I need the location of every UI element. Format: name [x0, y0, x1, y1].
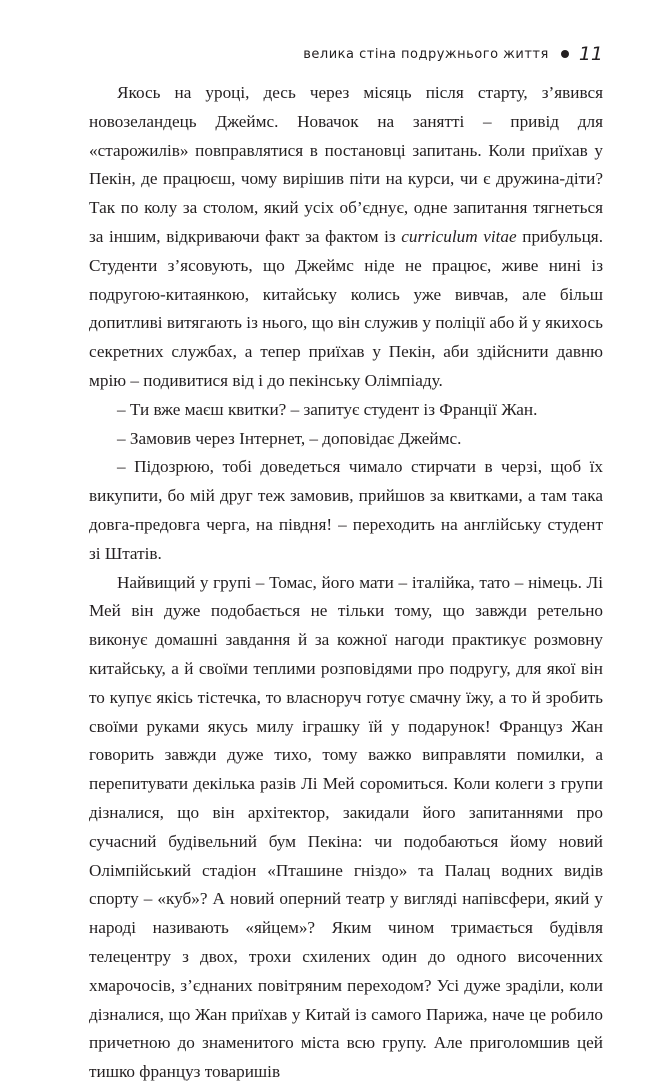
paragraph: Якось на уроці, десь через місяць після старту, з’явився новозеландець Джеймс. Новачок на занятті – привід для «старожилів» повправлятися в постановці запитань. Коли приїхав у Пекін, де працюєш, чому вирішив піти на курси, чи є дружина-діти? Так по колу за столом, який усіх об’єднує, одне запитання тягнеться за іншим, відкриваючи факт за фактом із curriculum vitae прибульця. Студенти з’ясовують, що Джеймс ніде не працює, живе нині із подругою-китаянкою, китайську колись уже вивчав, але більш допитливі витягають із нього, що він служив у поліції або й у якихось секретних службах, а тепер приїхав у Пекін, аби здійснити давню мрію – подивитися від і до пекінську Олімпіаду.	[89, 83, 603, 390]
running-header-title: велика стіна подружнього життя	[303, 46, 549, 62]
dialogue-line: – Замовив через Інтернет, – доповідає Джеймс.	[117, 428, 462, 448]
dialogue-line: – Підозрюю, тобі доведеться чимало стирчати в черзі, щоб їх викупити, бо мій друг теж замовив, прийшов за квитками, а там така довга-предовга черга, на півдня! – переходить на англійську студент зі Штатів.	[89, 457, 603, 563]
page-number: 11	[578, 43, 603, 65]
dialogue-line: – Ти вже маєш квитки? – запитує студент із Франції Жан.	[117, 399, 538, 419]
paragraph: Найвищий у групі – Томас, його мати – італійка, тато – німець. Лі Мей він дуже подобається не тільки тому, що завжди ретельно виконує домашні завдання й за кожної нагоди практикує розмовну китайську, а й своїми теплими розповідями про подругу, для якої він то купує якісь тістечка, то власноруч готує смачну їжу, а то й зробить своїми руками якусь милу іграшку їй у подарунок! Француз Жан говорить завжди дуже тихо, тому важко виправляти помилки, а перепитувати декілька разів Лі Мей соромиться. Коли колеги з групи дізналися, що він архітектор, закидали його запитаннями про сучасний будівельний бум Пекіна: чи подобаються йому новий Олімпійський стадіон «Пташине гніздо» та Палац водних видів спорту – «куб»? А новий оперний театр у вигляді напівсфери, який у народі називають «яйцем»? Яким чином тримається будівля телецентру з двох, трохи схилених один до одного височенних хмарочосів, з’єднаних повітряним переходом? Усі дуже зраділи, коли дізналися, що Жан приїхав у Китай із самого Парижа, наче це робило причетною до знаменитого міста всю групу. Але приголомшив цей тишко француз товаришів	[89, 572, 603, 1082]
body-text	[89, 79, 603, 1087]
bullet-separator-icon	[561, 50, 569, 58]
running-header	[0, 42, 603, 66]
latin-phrase: curriculum vitae	[401, 226, 517, 246]
